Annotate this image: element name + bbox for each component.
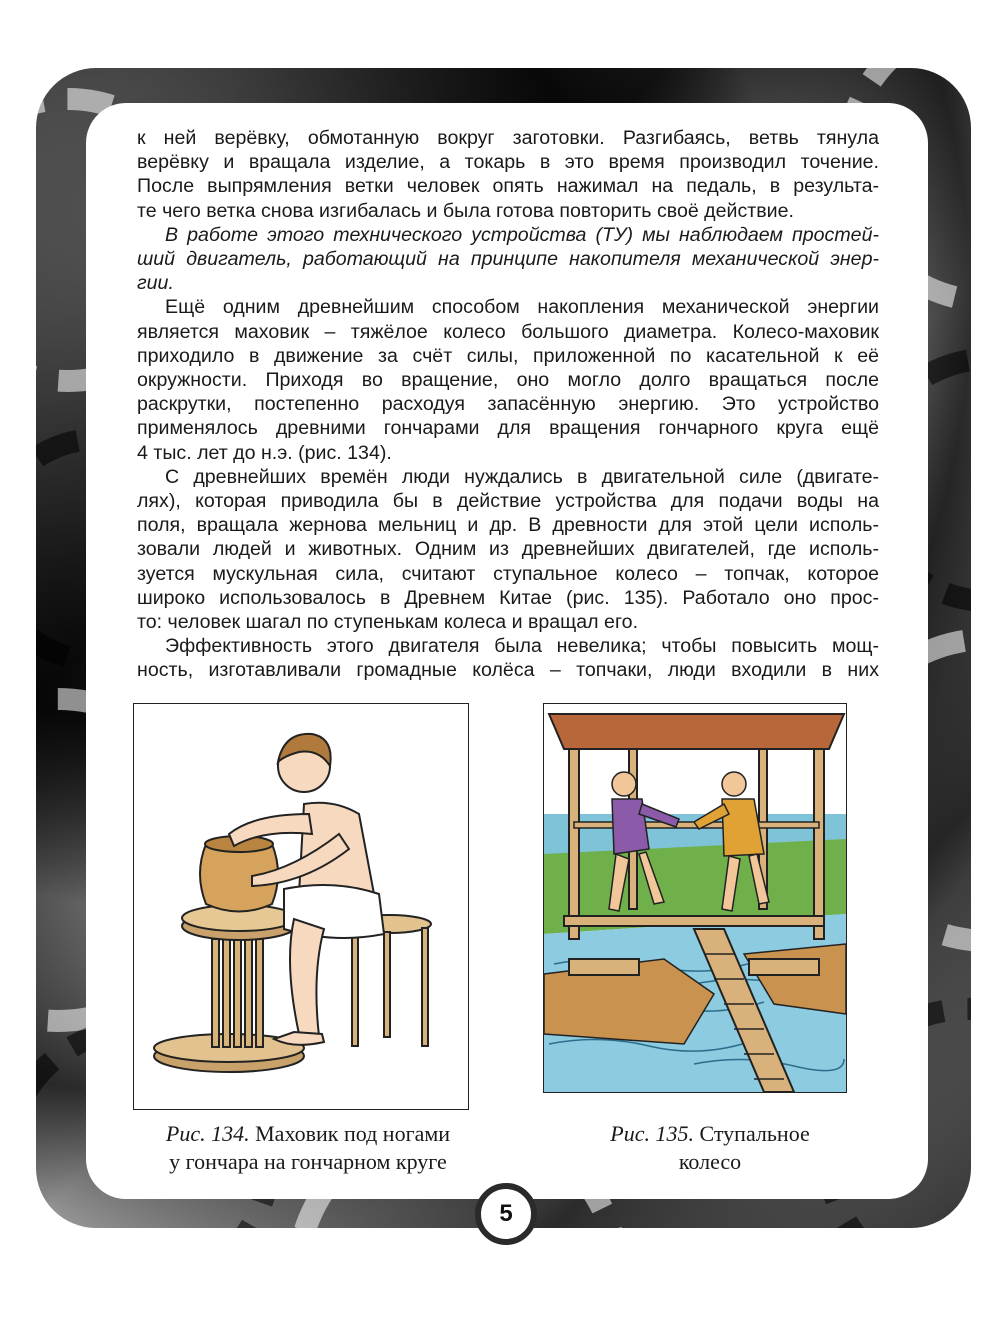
paragraph-2-line-3: гии. <box>137 272 174 295</box>
paragraph-3-line-6: применялось древними гончарами для вращения гончарного круга ещё <box>137 417 879 440</box>
paragraph-4-line-2: лях), которая приводила бы в действие устройства для подачи воды на <box>137 490 879 513</box>
paragraph-1-line-4: те чего ветка снова изгибалась и была готова повторить своё действие. <box>137 199 794 222</box>
potter-drawing <box>134 704 468 1109</box>
paragraph-4-line-5: зуется мускульная сила, считают ступальное колесо – топчак, которое <box>137 562 879 585</box>
treadwheel-drawing <box>544 704 846 1092</box>
paragraph-4-line-1: С древнейших времён люди нуждались в двигательной силе (двигате- <box>165 465 879 488</box>
paragraph-5-line-1: Эффективность этого двигателя была невелика; чтобы повысить мощ- <box>165 635 879 658</box>
figure-134-caption-line-2: у гончара на гончарном круге <box>169 1149 447 1174</box>
paragraph-4-line-4: зовали людей и животных. Одним из древнейших двигателей, где исполь- <box>137 538 879 561</box>
paragraph-3-line-4: окружности. Приходя во вращение, оно могло долго вращаться после <box>137 369 879 392</box>
figure-134-caption <box>133 1120 483 1176</box>
paragraph-2-line-1: В работе этого технического устройства (ТУ) мы наблюдаем простей- <box>165 223 879 246</box>
figure-135-treadwheel-illustration <box>543 703 847 1093</box>
paragraph-3-line-7: 4 тыс. лет до н.э. (рис. 134). <box>137 441 392 464</box>
paragraph-5-line-2: ность, изготавливали громадные колёса – топчаки, люди входили в них <box>137 659 879 682</box>
paragraph-4-line-3: поля, вращала жернова мельниц и др. В древности для этой цели исполь- <box>137 514 879 537</box>
body-text <box>137 126 879 683</box>
paragraph-3-line-5: раскрутки, постепенно расходуя запасённую энергию. Это устройство <box>137 393 879 416</box>
figure-135-caption-line-2: колесо <box>678 1149 742 1174</box>
paragraph-1-line-2: верёвку и вращала изделие, а токарь в это время производил точение. <box>137 151 879 174</box>
page-number-badge <box>475 1183 537 1245</box>
paragraph-3-line-3: приходило в движение за счёт силы, приложенной по касательной к её <box>137 344 879 367</box>
page-number: 5 <box>499 1200 513 1227</box>
paragraph-4-line-6: широко использовалось в Древнем Китае (рис. 135). Работало оно прос- <box>137 586 879 609</box>
figure-134-caption-line-1: Маховик под ногами <box>255 1121 451 1146</box>
figure-135-label: Рис. 135. <box>610 1121 694 1146</box>
figure-134-potter-illustration <box>133 703 469 1110</box>
paragraph-3-line-2: является маховик – тяжёлое колесо большого диаметра. Колесо-маховик <box>137 320 879 343</box>
paragraph-3-line-1: Ещё одним древнейшим способом накопления механической энергии <box>165 296 879 319</box>
paragraph-2-line-2: ший двигатель, работающий на принципе накопителя механической энер- <box>137 248 879 271</box>
figure-134-label: Рис. 134. <box>165 1121 250 1146</box>
paragraph-1-line-3: После выпрямления ветки человек опять нажимал на педаль, в результа- <box>137 175 879 198</box>
paragraph-4-line-7: то: человек шагал по ступенькам колеса и вращал его. <box>137 611 639 634</box>
paragraph-1-line-1: к ней верёвку, обмотанную вокруг заготовки. Разгибаясь, ветвь тянула <box>137 127 879 149</box>
figure-135-caption-line-1: Ступальное <box>699 1121 810 1146</box>
figure-135-caption <box>560 1120 860 1176</box>
